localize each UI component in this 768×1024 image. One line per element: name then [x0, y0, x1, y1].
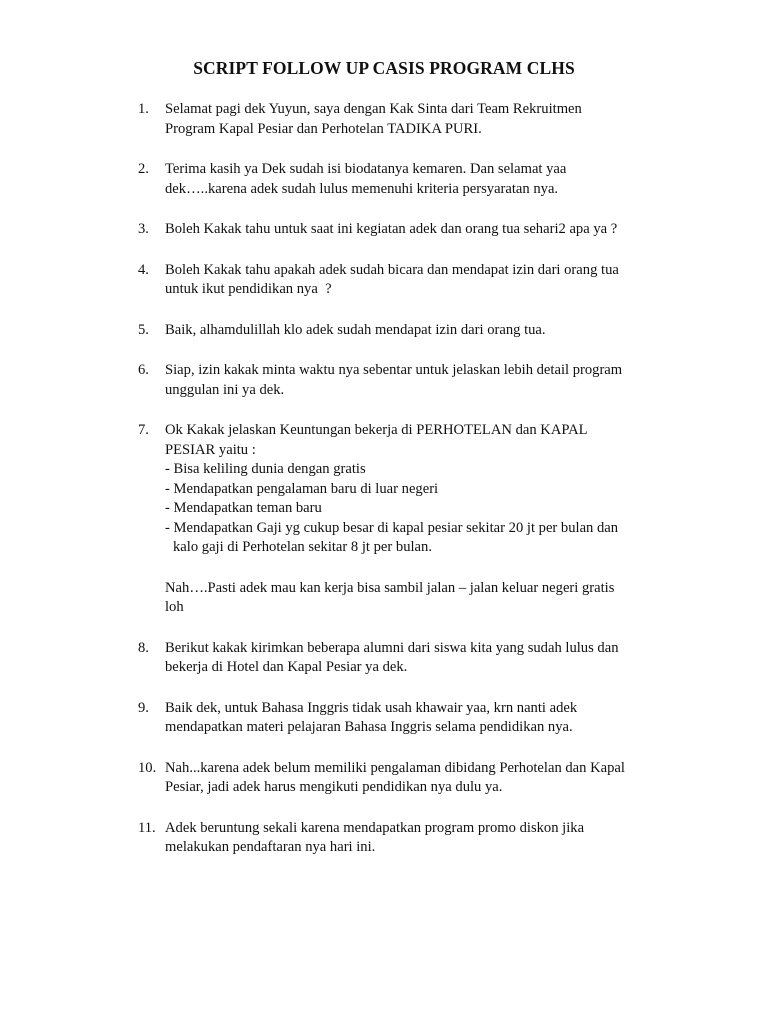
item-number: 4.: [138, 261, 149, 278]
text-line: Ok Kakak jelaskan Keuntungan bekerja di PERHOTELAN dan KAPAL: [165, 422, 588, 438]
text-line: mendapatkan materi pelajaran Bahasa Inggris selama pendidikan nya.: [165, 719, 573, 735]
item-text: [165, 699, 630, 738]
item-number: 2.: [138, 161, 149, 177]
item-note: [165, 579, 630, 618]
text-line: Baik, alhamdulillah klo adek sudah mendapat izin dari orang tua.: [165, 321, 546, 338]
text-line: Berikut kakak kirimkan beberapa alumni dari siswa kita yang sudah lulus dan: [165, 639, 619, 656]
item-text: [165, 160, 630, 199]
text-line: melakukan pendaftaran nya hari ini.: [165, 839, 376, 855]
list-item-9: [0, 699, 768, 738]
text-line: loh: [165, 599, 184, 615]
item-number: 10.: [138, 759, 157, 776]
item-number: 6.: [138, 362, 149, 378]
list-item-2: [0, 160, 768, 199]
item-number: 5.: [138, 321, 149, 338]
item-number: 9.: [138, 699, 149, 716]
text-line: dek…..karena adek sudah lulus memenuhi kriteria persyaratan nya.: [165, 180, 559, 197]
script-list: [0, 100, 768, 879]
benefit-item: - Mendapatkan pengalaman baru di luar negeri: [165, 480, 439, 497]
list-item-11: [0, 819, 768, 858]
list-item-8: [0, 639, 768, 678]
text-line: Nah….Pasti adek mau kan kerja bisa sambil jalan – jalan keluar negeri gratis: [165, 579, 615, 596]
item-text: [165, 100, 630, 139]
document-title: SCRIPT FOLLOW UP CASIS PROGRAM CLHS: [193, 58, 575, 78]
item-text: [165, 321, 630, 341]
text-line: Nah...karena adek belum memiliki pengalaman dibidang Perhotelan dan Kapal: [165, 759, 625, 776]
list-item-7: [0, 421, 768, 618]
item-text: [165, 261, 630, 300]
item-number: 8.: [138, 639, 149, 656]
item-number: 1.: [138, 101, 149, 117]
list-item-1: [0, 100, 768, 139]
text-line: Boleh Kakak tahu untuk saat ini kegiatan adek dan orang tua sehari2 apa ya ?: [165, 221, 618, 237]
text-line: Adek beruntung sekali karena mendapatkan program promo diskon jika: [165, 819, 585, 836]
text-line: PESIAR yaitu :: [165, 441, 256, 458]
item-text: [165, 639, 630, 678]
text-line: unggulan ini ya dek.: [165, 381, 285, 398]
text-line: Program Kapal Pesiar dan Perhotelan TADIKA PURI.: [165, 120, 482, 137]
benefit-item: - Mendapatkan Gaji yg cukup besar di kapal pesiar sekitar 20 jt per bulan dan: [165, 519, 619, 536]
list-item-10: [0, 759, 768, 798]
text-line: Baik dek, untuk Bahasa Inggris tidak usah khawair yaa, krn nanti adek: [165, 699, 578, 716]
item-text: [165, 421, 630, 618]
text-line: Siap, izin kakak minta waktu nya sebentar untuk jelaskan lebih detail program: [165, 362, 623, 378]
list-item-4: [0, 261, 768, 300]
benefit-item-continuation: kalo gaji di Perhotelan sekitar 8 jt per bulan.: [173, 539, 432, 555]
item-number: 11.: [138, 819, 156, 836]
benefit-list: [165, 460, 630, 558]
item-number: 3.: [138, 221, 149, 237]
text-line: Terima kasih ya Dek sudah isi biodatanya kemaren. Dan selamat yaa: [165, 161, 567, 177]
item-text: [165, 361, 630, 400]
item-text: [165, 819, 630, 858]
benefit-item: - Bisa keliling dunia dengan gratis: [165, 461, 366, 477]
text-line: Boleh Kakak tahu apakah adek sudah bicara dan mendapat izin dari orang tua: [165, 261, 619, 278]
benefit-item: - Mendapatkan teman baru: [165, 500, 322, 516]
text-line: Selamat pagi dek Yuyun, saya dengan Kak Sinta dari Team Rekruitmen: [165, 101, 582, 117]
text-line: Pesiar, jadi adek harus mengikuti pendidikan nya dulu ya.: [165, 779, 503, 795]
item-text: [165, 220, 630, 240]
list-item-5: [0, 321, 768, 341]
list-item-6: [0, 361, 768, 400]
list-item-3: [0, 220, 768, 240]
text-line: untuk ikut pendidikan nya ?: [165, 281, 332, 297]
text-line: bekerja di Hotel dan Kapal Pesiar ya dek.: [165, 659, 408, 675]
item-text: [165, 759, 630, 798]
item-number: 7.: [138, 422, 149, 438]
